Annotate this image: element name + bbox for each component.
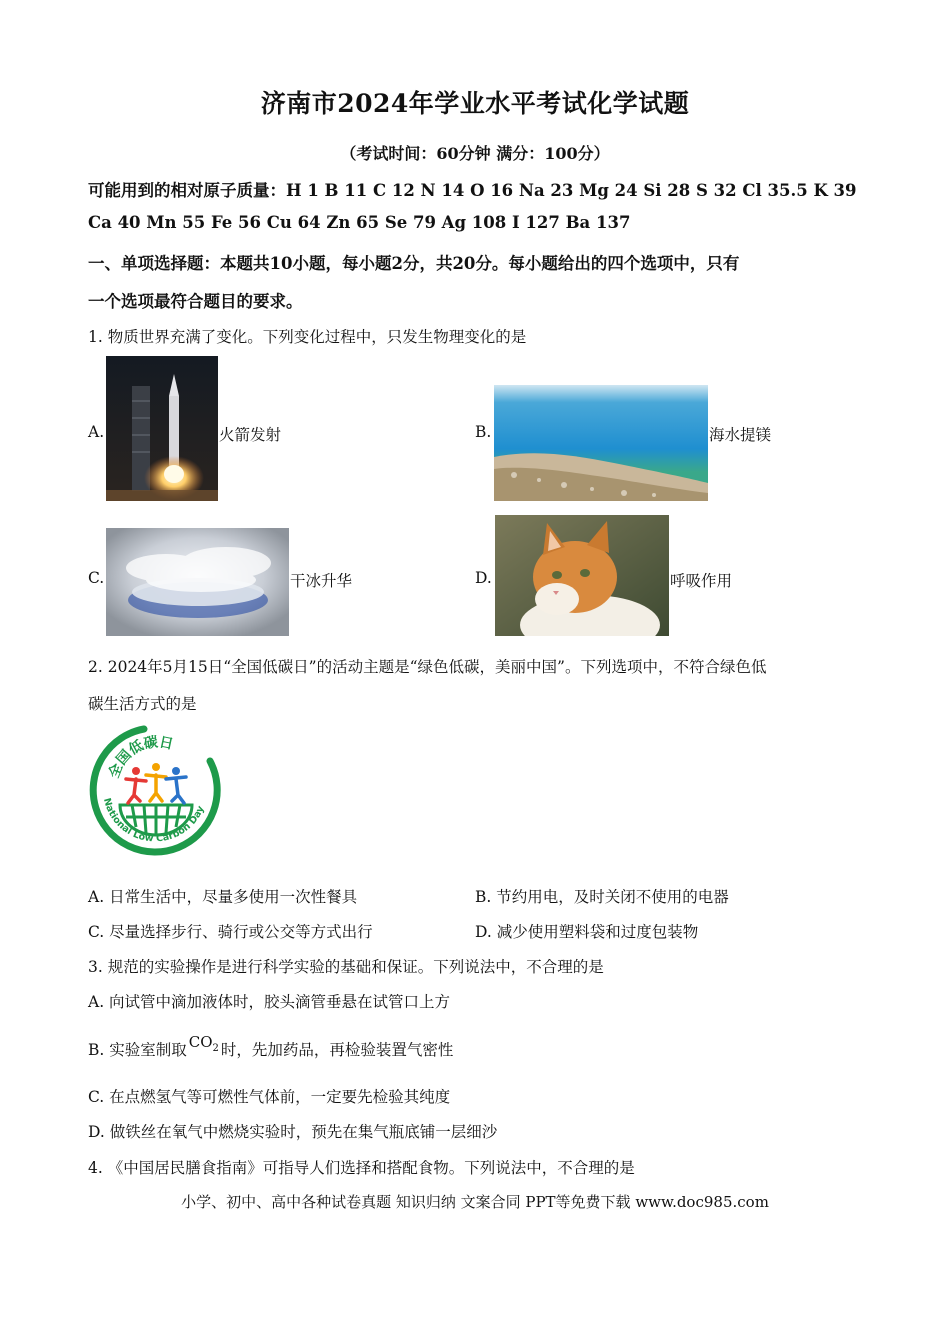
q1-option-b-letter[interactable]: B. — [475, 423, 492, 441]
question-3-stem: 3. 规范的实验操作是进行科学实验的基础和保证。下列说法中，不合理的是 — [88, 958, 604, 976]
q2-option-b[interactable] — [475, 885, 729, 907]
q1-option-a-text: 火箭发射 — [219, 426, 282, 444]
q3-option-b-pre: B. 实验室制取 — [88, 1041, 187, 1059]
q1-option-a-letter[interactable]: A. — [88, 423, 105, 441]
co2-formula: $CO_2$ — [188, 1033, 219, 1054]
logo-cn-text: 全国低碳日 — [106, 734, 175, 781]
q3-option-c[interactable]: C. 在点燃氢气等可燃性气体前，一定要先检验其纯度 — [88, 1088, 451, 1106]
atomic-masses-line-1: 可能用到的相对原子质量：H 1 B 11 C 12 N 14 O 16 Na 23 Mg 24 Si 28 S 32 Cl 35.5 K 39 — [88, 181, 857, 200]
q1-option-b-text: 海水提镁 — [709, 426, 772, 444]
q2-option-d[interactable] — [475, 920, 698, 942]
q2-option-d-letter: D. — [475, 923, 492, 941]
question-2-stem-line-1: 2. 2024年5月15日“全国低碳日”的活动主题是“绿色低碳，美丽中国”。下列选项中，不符合绿色低 — [88, 658, 767, 676]
q1-option-c-letter[interactable]: C. — [88, 569, 105, 587]
cat-image — [495, 515, 669, 636]
q2-option-a[interactable] — [88, 885, 357, 907]
section-heading-line-2: 一个选项最符合题目的要求。 — [88, 292, 303, 311]
q3-option-d[interactable]: D. 做铁丝在氧气中燃烧实验时，预先在集气瓶底铺一层细沙 — [88, 1123, 498, 1141]
question-4-stem: 4. 《中国居民膳食指南》可指导人们选择和搭配食物。下列说法中，不合理的是 — [88, 1159, 635, 1177]
q2-option-d-text: 减少使用塑料袋和过度包装物 — [496, 923, 699, 941]
exam-info: （考试时间：60分钟 满分：100分） — [340, 144, 610, 163]
q2-option-b-letter: B. — [475, 888, 492, 906]
page-title: 济南市2024年学业水平考试化学试题 — [260, 89, 690, 118]
q3-option-a[interactable]: A. 向试管中滴加液体时，胶头滴管垂悬在试管口上方 — [88, 993, 451, 1011]
q2-option-c-letter: C. — [88, 923, 105, 941]
q2-option-a-letter: A. — [88, 888, 105, 906]
section-heading-line-1: 一、单项选择题：本题共10小题，每小题2分，共20分。每小题给出的四个选项中，只有 — [88, 254, 740, 273]
atomic-masses-line-2: Ca 40 Mn 55 Fe 56 Cu 64 Zn 65 Se 79 Ag 108 I 127 Ba 137 — [88, 213, 631, 232]
page-footer: 小学、初中、高中各种试卷真题 知识归纳 文案合同 PPT等免费下载 www.doc985.com — [181, 1193, 769, 1211]
q1-option-d-letter[interactable]: D. — [475, 569, 492, 587]
logo-en-text: National Low Carbon Day — [100, 796, 207, 845]
q3-option-b[interactable] — [88, 1033, 454, 1062]
q2-option-c-text: 尽量选择步行、骑行或公交等方式出行 — [109, 923, 373, 941]
q1-option-c-text: 干冰升华 — [290, 572, 353, 590]
q1-option-d-text: 呼吸作用 — [670, 572, 733, 590]
rocket-launch-image — [106, 356, 218, 501]
question-2-stem-line-2: 碳生活方式的是 — [88, 695, 197, 713]
q3-option-b-post: 时，先加药品，再检验装置气密性 — [220, 1041, 454, 1059]
question-1-stem: 1. 物质世界充满了变化。下列变化过程中，只发生物理变化的是 — [88, 328, 527, 346]
dry-ice-fog-image — [106, 528, 289, 636]
sea-shore-image — [494, 385, 708, 501]
low-carbon-day-logo — [86, 721, 226, 861]
q2-option-a-text: 日常生活中，尽量多使用一次性餐具 — [109, 888, 358, 906]
q2-option-b-text: 节约用电，及时关闭不使用的电器 — [496, 888, 729, 906]
q2-option-c[interactable] — [88, 920, 373, 942]
